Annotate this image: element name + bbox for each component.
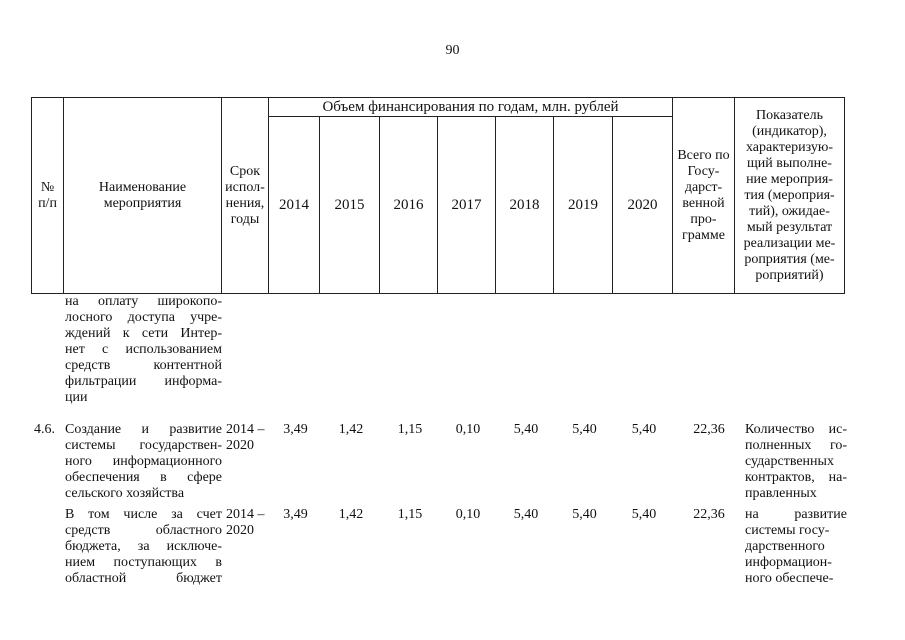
row-46-value: 3,49 xyxy=(283,422,308,437)
header-name: Наименование мероприятия xyxy=(64,98,222,294)
indicator-line: системы госу- xyxy=(745,523,830,538)
row-46a-value: 5,40 xyxy=(631,507,657,522)
row-46-value: 5,40 xyxy=(513,422,539,437)
row-cont-name xyxy=(65,294,222,406)
name-line: нет с использованием xyxy=(65,342,222,357)
row-46-value: 5,40 xyxy=(631,422,657,437)
header-year: 2017 xyxy=(438,117,496,294)
row-46a-indicator xyxy=(745,507,847,587)
name-line: системы государствен- xyxy=(65,438,222,453)
name-line: фильтрации информа- xyxy=(65,374,222,389)
indicator-line: дарственного xyxy=(745,539,825,554)
indicator-line: контрактов, на- xyxy=(745,470,847,485)
name-line: ного информационного xyxy=(65,454,222,469)
name-line: нием поступающих в xyxy=(65,555,222,570)
term-line: 2020 xyxy=(226,523,254,538)
row-46-num: 4.6. xyxy=(34,422,55,437)
name-line: В том числе за счет xyxy=(65,507,222,522)
header-total: Всего по Госу- дарст- венной про- грамме xyxy=(673,98,735,294)
header-term: Срок испол- нения, годы xyxy=(222,98,269,294)
name-line: лосного доступа учре- xyxy=(65,310,222,325)
table-header xyxy=(31,97,845,294)
name-line: на оплату широкопо- xyxy=(65,294,222,309)
page-number: 90 xyxy=(445,43,460,58)
header-year: 2020 xyxy=(613,117,673,294)
name-line: средств областного xyxy=(65,523,222,538)
row-46-total: 22,36 xyxy=(693,422,725,437)
header-num: № п/п xyxy=(32,98,64,294)
name-line: средств контентной xyxy=(65,358,222,373)
row-46-value: 0,10 xyxy=(455,422,481,437)
term-line: 2014 – xyxy=(226,422,265,437)
name-line: сельского хозяйства xyxy=(65,486,185,501)
name-line: ции xyxy=(65,390,88,405)
indicator-line: ного обеспече- xyxy=(745,571,834,586)
header-year: 2016 xyxy=(380,117,438,294)
row-46-term xyxy=(226,422,265,454)
header-year: 2018 xyxy=(496,117,554,294)
indicator-line: правленных xyxy=(745,486,817,501)
name-line: обеспечения в сфере xyxy=(65,470,222,485)
name-line: Создание и развитие xyxy=(65,422,222,437)
header-indicator: Показатель (индикатор), характеризую- щий выполне- ние мероприя- тия (мероприя- тий), ожидае- мый результат реализации ме- роприятия (ме- роприятий) xyxy=(735,98,845,294)
row-46-value: 5,40 xyxy=(572,422,597,437)
header-year: 2014 xyxy=(269,117,320,294)
row-46a-total: 22,36 xyxy=(693,507,725,522)
row-46a-name xyxy=(65,507,222,587)
indicator-line: Количество ис- xyxy=(745,422,847,437)
indicator-line: на развитие xyxy=(745,507,847,522)
row-46a-value: 1,42 xyxy=(338,507,364,522)
row-46-indicator xyxy=(745,422,847,502)
row-46a-value: 3,49 xyxy=(283,507,308,522)
indicator-line: полненных го- xyxy=(745,438,847,453)
header-year: 2019 xyxy=(554,117,613,294)
header-financing: Объем финансирования по годам, млн. рублей xyxy=(269,98,673,117)
name-line: ждений к сети Интер- xyxy=(65,326,222,341)
row-46-name xyxy=(65,422,222,502)
indicator-line: сударственных xyxy=(745,454,834,469)
term-line: 2020 xyxy=(226,438,254,453)
row-46a-value: 0,10 xyxy=(455,507,481,522)
name-line: бюджета, за исключе- xyxy=(65,539,222,554)
header-year: 2015 xyxy=(320,117,380,294)
term-line: 2014 – xyxy=(226,507,265,522)
row-46a-value: 5,40 xyxy=(513,507,539,522)
row-46-value: 1,15 xyxy=(397,422,423,437)
indicator-line: информацион- xyxy=(745,555,832,570)
row-46-value: 1,42 xyxy=(338,422,364,437)
row-46a-term xyxy=(226,507,265,539)
row-46a-value: 1,15 xyxy=(397,507,423,522)
name-line: областной бюджет xyxy=(65,571,222,586)
row-46a-value: 5,40 xyxy=(572,507,597,522)
